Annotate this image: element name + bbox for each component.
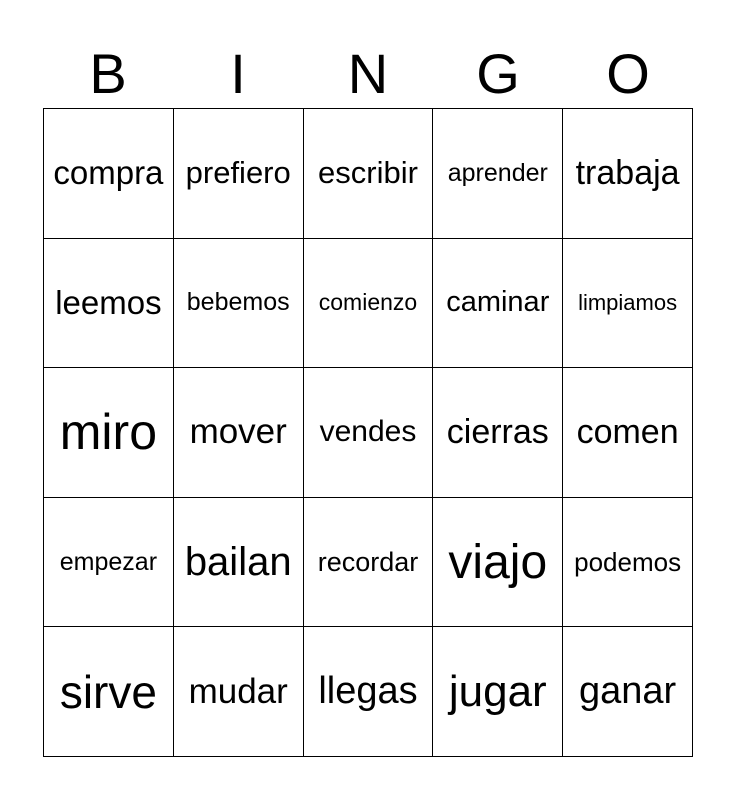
cell-word: caminar: [446, 286, 550, 319]
header-letter-o: O: [606, 42, 650, 105]
cell-word: trabaja: [575, 153, 680, 192]
cell-word: mover: [189, 412, 287, 452]
bingo-cell[interactable]: [174, 498, 304, 628]
cell-word: bebemos: [186, 288, 290, 317]
bingo-cell[interactable]: [304, 368, 434, 498]
bingo-cell[interactable]: [304, 239, 434, 369]
bingo-cell[interactable]: [563, 109, 693, 239]
cell-word: recordar: [317, 546, 419, 577]
header-letter-n: N: [347, 42, 389, 105]
bingo-cell[interactable]: [174, 109, 304, 239]
bingo-cell[interactable]: [563, 498, 693, 628]
bingo-cell[interactable]: [433, 239, 563, 369]
bingo-cell[interactable]: [433, 368, 563, 498]
cell-word: podemos: [574, 546, 682, 577]
cell-word: empezar: [59, 547, 158, 576]
bingo-cell[interactable]: [304, 498, 434, 628]
cell-word: jugar: [448, 666, 547, 716]
cell-word: sirve: [59, 665, 157, 718]
bingo-cell[interactable]: [563, 239, 693, 369]
cell-word: mudar: [188, 671, 288, 711]
cell-word: llegas: [318, 670, 418, 713]
bingo-cell[interactable]: [174, 368, 304, 498]
cell-word: comienzo: [318, 289, 418, 316]
bingo-cell[interactable]: [563, 627, 693, 757]
bingo-cell[interactable]: [44, 239, 174, 369]
cell-word: compra: [53, 154, 164, 192]
cell-word: aprender: [447, 158, 548, 187]
cell-word: prefiero: [185, 155, 291, 191]
bingo-cell[interactable]: [433, 109, 563, 239]
bingo-cell[interactable]: [174, 239, 304, 369]
cell-word: cierras: [446, 412, 549, 451]
cell-word: limpiamos: [578, 289, 678, 315]
cell-word: leemos: [55, 283, 162, 321]
bingo-cell[interactable]: [44, 368, 174, 498]
bingo-cell[interactable]: [174, 627, 304, 757]
bingo-cell[interactable]: [304, 109, 434, 239]
bingo-cell[interactable]: [433, 498, 563, 628]
cell-word: viajo: [448, 535, 548, 589]
header-letter-i: I: [230, 42, 246, 105]
header-letter-g: G: [476, 42, 520, 105]
cell-word: miro: [59, 404, 157, 461]
bingo-cell[interactable]: [44, 109, 174, 239]
cell-word: bailan: [184, 539, 292, 584]
bingo-cell[interactable]: [563, 368, 693, 498]
bingo-cell[interactable]: [44, 498, 174, 628]
bingo-cell[interactable]: [433, 627, 563, 757]
cell-word: vendes: [319, 415, 417, 449]
bingo-cell[interactable]: [304, 627, 434, 757]
bingo-card-grid: [43, 108, 693, 757]
header-letter-b: B: [89, 42, 127, 105]
bingo-header: [43, 40, 693, 108]
cell-word: ganar: [578, 670, 677, 713]
cell-word: escribir: [318, 155, 418, 191]
bingo-cell[interactable]: [44, 627, 174, 757]
cell-word: comen: [576, 412, 679, 451]
